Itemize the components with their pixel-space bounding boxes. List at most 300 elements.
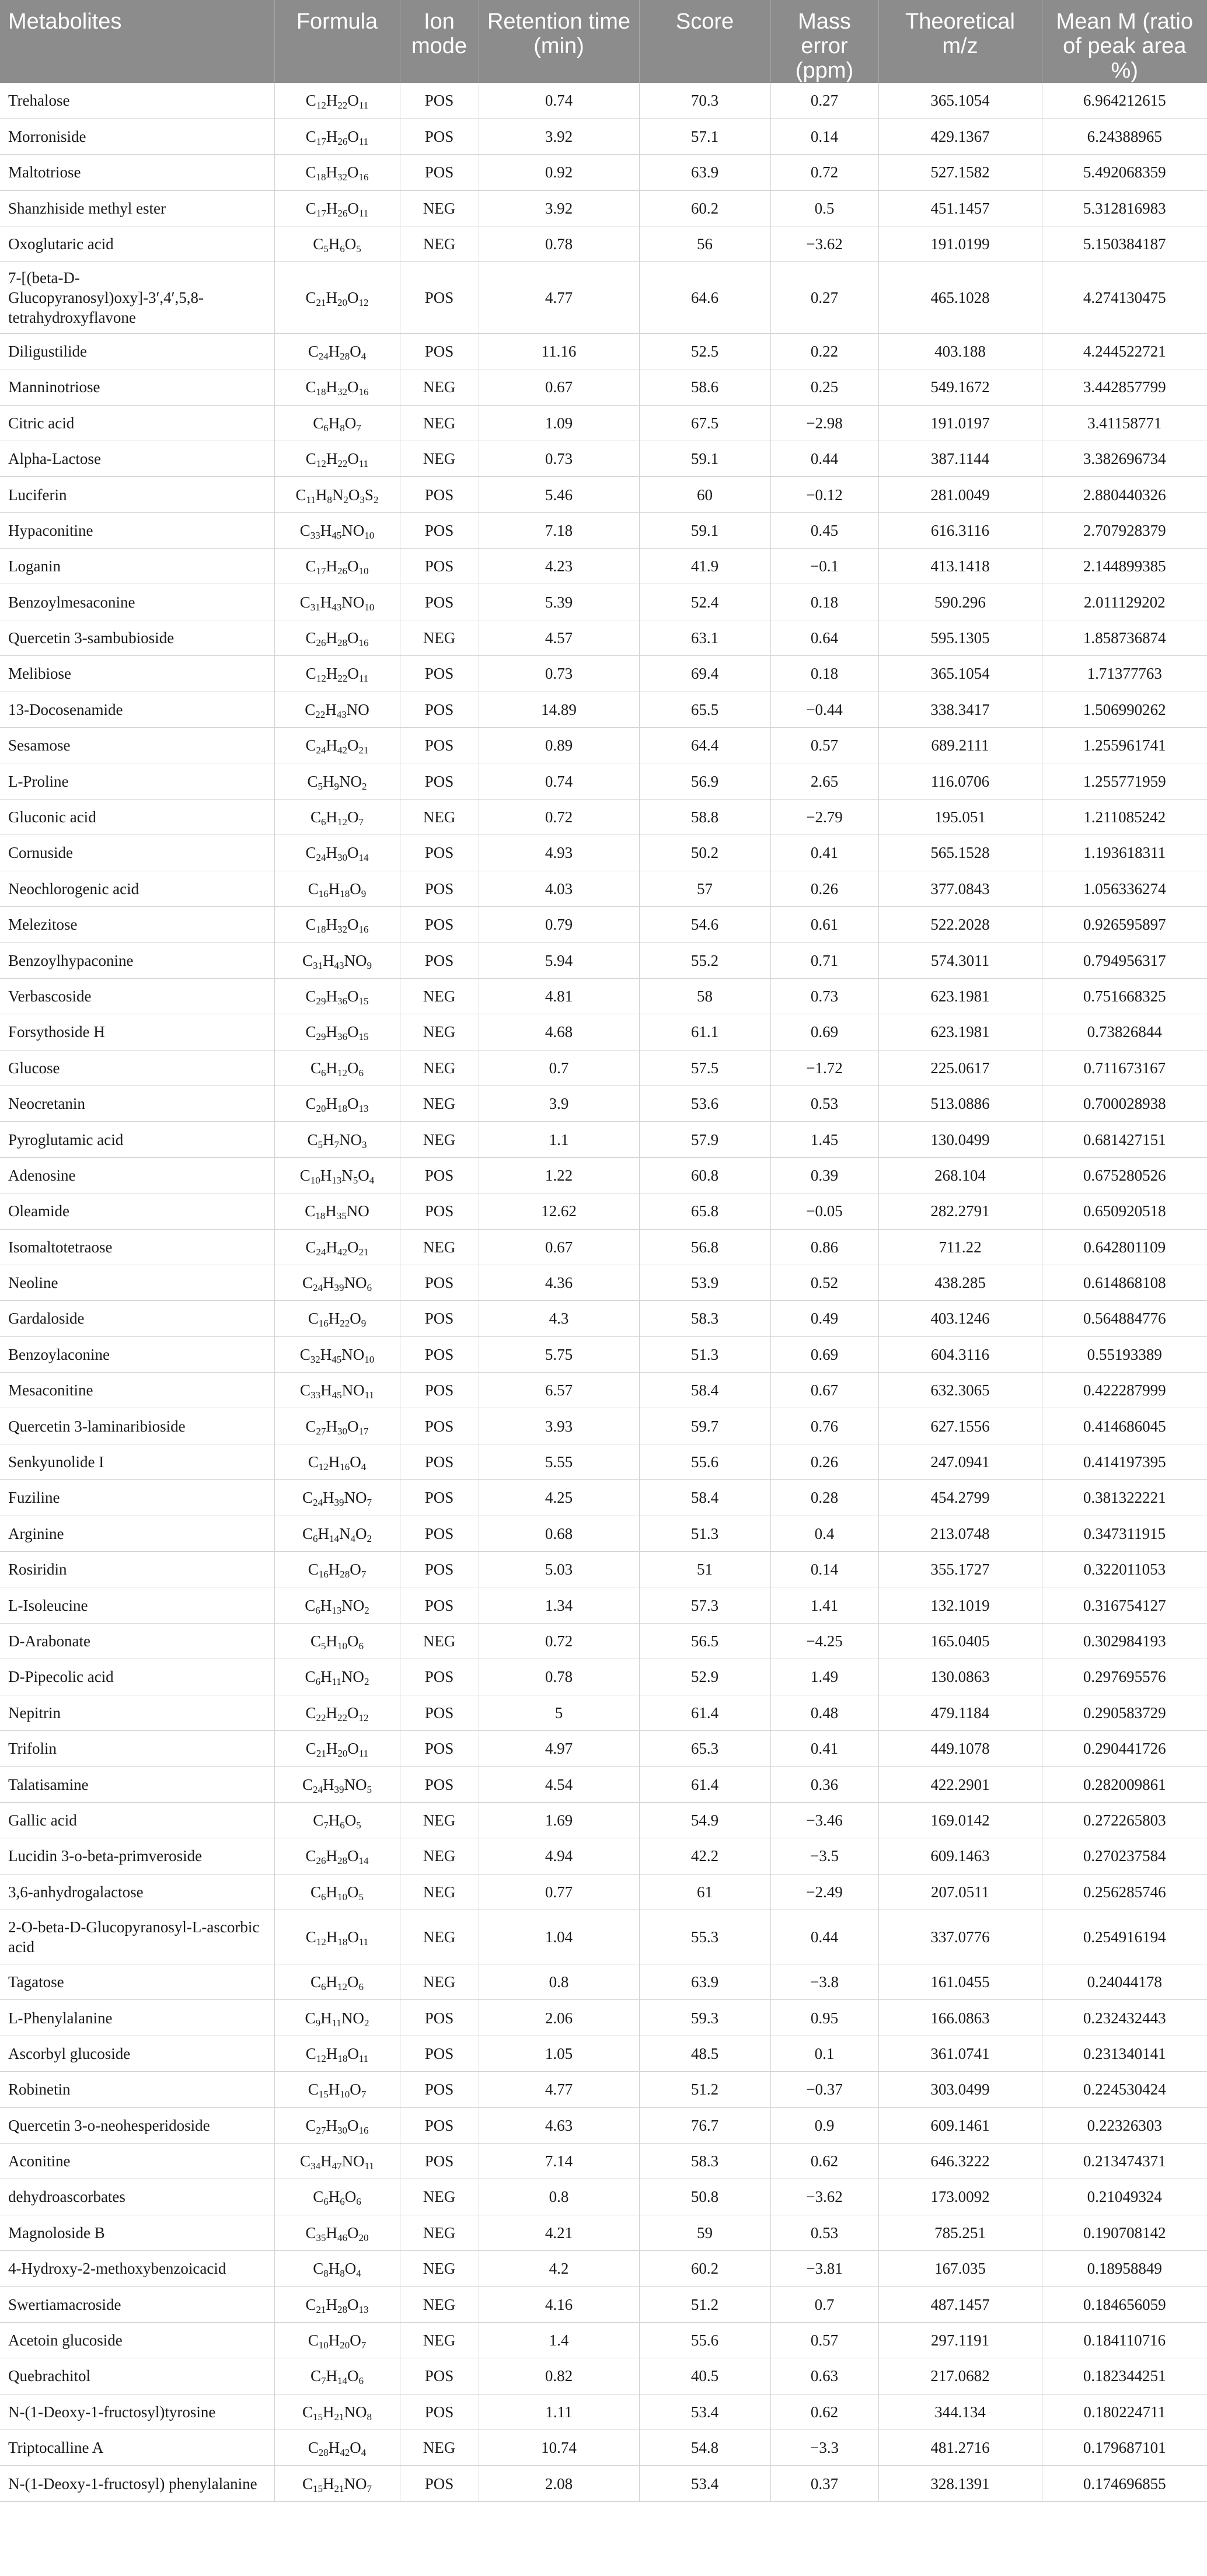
theoretical-mz: 465.1028 — [878, 262, 1042, 333]
formula-element: O — [344, 414, 357, 432]
ion-mode: POS — [400, 155, 479, 190]
score: 55.6 — [639, 1444, 770, 1479]
metabolite-name: Isomaltotetraose — [0, 1229, 274, 1265]
mass-error: 0.26 — [770, 871, 878, 906]
formula-element: H — [326, 1740, 338, 1758]
mass-error: 0.39 — [770, 1157, 878, 1193]
score: 48.5 — [639, 2036, 770, 2071]
formula-element: C — [305, 1928, 316, 1946]
table-row — [0, 907, 1207, 943]
theoretical-mz: 116.0706 — [878, 763, 1042, 799]
formula-cell — [274, 1480, 400, 1516]
formula-count: 22 — [337, 100, 348, 111]
metabolite-name: Benzoylhypaconine — [0, 943, 274, 978]
formula-element: C — [302, 1524, 313, 1542]
metabolite-name: Diligustilide — [0, 333, 274, 369]
theoretical-mz: 268.104 — [878, 1157, 1042, 1193]
formula-count: 12 — [358, 1712, 369, 1723]
mean-m: 3.382696734 — [1042, 441, 1207, 476]
mass-error: 0.57 — [770, 2322, 878, 2358]
retention-time: 4.21 — [479, 2215, 639, 2250]
formula-element: C — [302, 1274, 313, 1292]
ion-mode: POS — [400, 1516, 479, 1551]
formula-cell — [274, 2107, 400, 2143]
score: 41.9 — [639, 549, 770, 584]
score: 76.7 — [639, 2107, 770, 2143]
theoretical-mz: 449.1078 — [878, 1730, 1042, 1766]
formula-count: 16 — [358, 2124, 369, 2136]
mass-error: 0.44 — [770, 441, 878, 476]
formula-element: C — [305, 987, 316, 1005]
score: 65.5 — [639, 692, 770, 727]
formula-element: C — [302, 2403, 313, 2421]
formula-count: 7 — [367, 2483, 372, 2494]
formula-count: 15 — [358, 1031, 369, 1043]
retention-time: 1.1 — [479, 1122, 639, 1157]
table-row — [0, 2036, 1207, 2071]
retention-time: 4.54 — [479, 1767, 639, 1802]
score: 56.8 — [639, 1229, 770, 1265]
formula-count: 11 — [332, 2017, 341, 2029]
formula-count: 5 — [358, 1891, 364, 1903]
table-row — [0, 978, 1207, 1014]
retention-time: 0.77 — [479, 1874, 639, 1910]
formula-element: C — [313, 235, 324, 253]
mass-error: −3.5 — [770, 1838, 878, 1874]
formula-element: H — [326, 1023, 337, 1041]
score: 53.6 — [639, 1085, 770, 1121]
table-row — [0, 1014, 1207, 1050]
metabolite-name: 7-[(beta-D-Glucopyranosyl)oxy]-3′,4′,5,8-tetrahydroxyflavone — [0, 262, 274, 333]
formula-element: C — [305, 629, 316, 647]
table-row — [0, 262, 1207, 333]
formula-element: O — [347, 987, 359, 1005]
formula-count: 2 — [364, 1604, 369, 1616]
mass-error: 0.63 — [770, 2358, 878, 2394]
formula-element: H — [326, 1704, 337, 1722]
formula-element: H — [326, 844, 337, 862]
mean-m: 0.642801109 — [1042, 1229, 1207, 1265]
score: 53.4 — [639, 2466, 770, 2501]
formula-element: O — [347, 737, 359, 755]
mean-m: 0.24044178 — [1042, 1964, 1207, 1999]
formula-count: 39 — [334, 1497, 344, 1509]
metabolite-name: Luciferin — [0, 477, 274, 512]
formula-element: O — [347, 1095, 359, 1113]
formula-element: C — [305, 163, 316, 181]
header-mass-error: Mass error (ppm) — [770, 0, 878, 83]
formula-count: 22 — [337, 1712, 347, 1723]
ion-mode: POS — [400, 584, 479, 620]
table-row — [0, 1085, 1207, 1121]
metabolite-name: Quebrachitol — [0, 2358, 274, 2394]
formula-element: O — [350, 2331, 361, 2350]
metabolite-name: D-Arabonate — [0, 1623, 274, 1659]
formula-count: 26 — [316, 1855, 326, 1867]
formula-element: NO — [341, 2009, 364, 2027]
formula-count: 20 — [337, 297, 347, 309]
formula-count: 26 — [337, 207, 348, 219]
theoretical-mz: 609.1461 — [878, 2107, 1042, 2143]
formula-count: 7 — [334, 1139, 339, 1150]
theoretical-mz: 130.0499 — [878, 1122, 1042, 1157]
formula-element: O — [347, 1973, 359, 1991]
mass-error: 0.28 — [770, 1480, 878, 1516]
retention-time: 14.89 — [479, 692, 639, 727]
formula-element: H — [323, 1775, 334, 1793]
metabolite-name: Hypaconitine — [0, 512, 274, 548]
formula-cell — [274, 1157, 400, 1193]
theoretical-mz: 429.1367 — [878, 118, 1042, 154]
formula-cell — [274, 118, 400, 154]
metabolite-name: Citric acid — [0, 405, 274, 441]
table-row — [0, 405, 1207, 441]
formula-element: H — [326, 1095, 337, 1113]
formula-count: 2 — [362, 780, 367, 792]
formula-element: H — [326, 199, 338, 217]
formula-element: H — [325, 1202, 337, 1220]
theoretical-mz: 377.0843 — [878, 871, 1042, 906]
theoretical-mz: 191.0199 — [878, 226, 1042, 262]
metabolite-name: Shanzhiside methyl ester — [0, 190, 274, 226]
ion-mode: POS — [400, 2394, 479, 2430]
formula-cell — [274, 2358, 400, 2394]
formula-count: 7 — [361, 1569, 367, 1580]
table-row — [0, 226, 1207, 262]
formula-count: 14 — [329, 1533, 339, 1544]
metabolite-name: Maltotriose — [0, 155, 274, 190]
formula-count: 12 — [316, 2053, 326, 2064]
metabolite-name: Neoline — [0, 1265, 274, 1300]
formula-element: C — [307, 772, 318, 790]
formula-element: H — [326, 1632, 337, 1650]
retention-time: 4.77 — [479, 2072, 639, 2107]
score: 56.9 — [639, 763, 770, 799]
mass-error: 0.95 — [770, 2000, 878, 2036]
mean-m: 0.282009861 — [1042, 1767, 1207, 1802]
score: 63.9 — [639, 1964, 770, 1999]
mass-error: 0.1 — [770, 2036, 878, 2071]
mean-m: 1.255771959 — [1042, 763, 1207, 799]
ion-mode: NEG — [400, 1874, 479, 1910]
formula-element: C — [308, 2081, 319, 2099]
formula-count: 11 — [358, 136, 369, 148]
formula-cell — [274, 1336, 400, 1372]
retention-time: 4.57 — [479, 620, 639, 655]
metabolite-name: Aconitine — [0, 2143, 274, 2179]
formula-count: 6 — [358, 1067, 364, 1078]
formula-count: 11 — [332, 1676, 341, 1688]
mean-m: 0.180224711 — [1042, 2394, 1207, 2430]
mass-error: 0.71 — [770, 943, 878, 978]
formula-count: 24 — [316, 745, 326, 756]
mean-m: 0.213474371 — [1042, 2143, 1207, 2179]
formula-element: O — [347, 1238, 359, 1256]
formula-count: 16 — [358, 924, 369, 936]
retention-time: 0.8 — [479, 2179, 639, 2215]
retention-time: 0.78 — [479, 1659, 639, 1695]
formula-count: 29 — [316, 1031, 326, 1043]
formula-cell — [274, 2215, 400, 2250]
ion-mode: POS — [400, 118, 479, 154]
formula-cell — [274, 2394, 400, 2430]
table-row — [0, 1587, 1207, 1623]
theoretical-mz: 689.2111 — [878, 728, 1042, 763]
theoretical-mz: 451.1457 — [878, 190, 1042, 226]
formula-element: H — [326, 1847, 337, 1865]
mean-m: 1.255961741 — [1042, 728, 1207, 763]
formula-element: H — [323, 2474, 334, 2493]
theoretical-mz: 328.1391 — [878, 2466, 1042, 2501]
formula-element: N — [339, 1524, 351, 1542]
formula-element: C — [305, 916, 316, 934]
theoretical-mz: 574.3011 — [878, 943, 1042, 978]
mass-error: −4.25 — [770, 1623, 878, 1659]
theoretical-mz: 513.0886 — [878, 1085, 1042, 1121]
formula-element: H — [323, 1130, 334, 1149]
formula-count: 45 — [332, 1353, 342, 1365]
mass-error: 1.45 — [770, 1122, 878, 1157]
theoretical-mz: 387.1144 — [878, 441, 1042, 476]
formula-element: H — [325, 700, 337, 718]
formula-element: NO — [341, 521, 365, 539]
formula-count: 5 — [323, 243, 329, 255]
formula-element: O — [350, 342, 361, 360]
retention-time: 5.75 — [479, 1336, 639, 1372]
ion-mode: POS — [400, 1444, 479, 1479]
formula-count: 30 — [337, 852, 347, 864]
formula-count: 17 — [316, 136, 326, 148]
header-formula: Formula — [274, 0, 400, 83]
mass-error: 0.72 — [770, 155, 878, 190]
ion-mode: POS — [400, 1193, 479, 1229]
formula-count: 10 — [337, 1640, 347, 1652]
formula-cell — [274, 871, 400, 906]
formula-element: C — [305, 557, 316, 575]
metabolite-name: Sesamose — [0, 728, 274, 763]
ion-mode: NEG — [400, 2430, 479, 2466]
formula-count: 26 — [316, 637, 326, 649]
retention-time: 2.06 — [479, 2000, 639, 2036]
theoretical-mz: 422.2901 — [878, 1767, 1042, 1802]
ion-mode: POS — [400, 83, 479, 118]
formula-element: C — [307, 1130, 318, 1149]
formula-count: 32 — [310, 1353, 320, 1365]
formula-element: O — [347, 199, 359, 217]
formula-element: NO — [339, 772, 362, 790]
formula-element: H — [320, 1381, 332, 1399]
table-row — [0, 118, 1207, 154]
formula-count: 43 — [334, 959, 344, 971]
formula-count: 30 — [337, 1425, 347, 1437]
metabolite-name: Arginine — [0, 1516, 274, 1551]
formula-element: H — [320, 593, 332, 611]
score: 52.5 — [639, 333, 770, 369]
formula-count: 26 — [337, 136, 348, 148]
formula-element: H — [323, 1274, 334, 1292]
formula-element: C — [313, 2260, 324, 2278]
ion-mode: POS — [400, 1552, 479, 1587]
formula-count: 22 — [340, 1318, 350, 1329]
formula-element: H — [326, 916, 337, 934]
score: 51 — [639, 1552, 770, 1587]
formula-count: 4 — [361, 1461, 367, 1473]
ion-mode: POS — [400, 2072, 479, 2107]
score: 54.8 — [639, 2430, 770, 2466]
retention-time: 3.92 — [479, 190, 639, 226]
mean-m: 0.55193389 — [1042, 1336, 1207, 1372]
formula-cell — [274, 2287, 400, 2322]
theoretical-mz: 403.188 — [878, 333, 1042, 369]
mean-m: 2.144899385 — [1042, 549, 1207, 584]
formula-count: 9 — [334, 780, 339, 792]
formula-cell — [274, 2000, 400, 2036]
mean-m: 0.700028938 — [1042, 1085, 1207, 1121]
table-row — [0, 2107, 1207, 2143]
retention-time: 4.63 — [479, 2107, 639, 2143]
formula-cell — [274, 2466, 400, 2501]
formula-count: 21 — [334, 2483, 344, 2494]
formula-element: C — [299, 521, 311, 539]
mass-error: 0.5 — [770, 190, 878, 226]
formula-count: 2 — [373, 494, 379, 505]
formula-element: C — [310, 808, 321, 826]
mass-error: 0.27 — [770, 262, 878, 333]
formula-count: 12 — [337, 816, 347, 828]
ion-mode: POS — [400, 1301, 479, 1336]
score: 70.3 — [639, 83, 770, 118]
mass-error: 0.53 — [770, 1085, 878, 1121]
mean-m: 0.22326303 — [1042, 2107, 1207, 2143]
table-row — [0, 943, 1207, 978]
mean-m: 0.232432443 — [1042, 2000, 1207, 2036]
table-row — [0, 1730, 1207, 1766]
retention-time: 0.79 — [479, 907, 639, 943]
retention-time: 1.04 — [479, 1910, 639, 1964]
formula-count: 20 — [340, 2340, 350, 2351]
header-theoretical-mz: Theoretical m/z — [878, 0, 1042, 83]
formula-count: 4 — [356, 2268, 361, 2280]
score: 58.4 — [639, 1480, 770, 1516]
mass-error: 0.69 — [770, 1336, 878, 1372]
header-ion-mode: Ion mode — [400, 0, 479, 83]
formula-element: O — [347, 2367, 359, 2385]
score: 55.6 — [639, 2322, 770, 2358]
mean-m: 6.964212615 — [1042, 83, 1207, 118]
formula-count: 13 — [358, 1103, 369, 1115]
retention-time: 1.11 — [479, 2394, 639, 2430]
formula-cell — [274, 1552, 400, 1587]
metabolite-name: Gardaloside — [0, 1301, 274, 1336]
formula-cell — [274, 1122, 400, 1157]
formula-cell — [274, 728, 400, 763]
formula-count: 20 — [337, 1748, 348, 1760]
formula-cell — [274, 1659, 400, 1695]
metabolite-name: Trehalose — [0, 83, 274, 118]
formula-count: 22 — [337, 673, 348, 685]
formula-count: 6 — [315, 1604, 320, 1616]
formula-count: 16 — [358, 637, 369, 649]
header-metabolites: Metabolites — [0, 0, 274, 83]
formula-element: C — [300, 1381, 311, 1399]
formula-count: 32 — [337, 924, 347, 936]
formula-element: C — [313, 2188, 324, 2206]
ion-mode: NEG — [400, 1229, 479, 1265]
formula-count: 6 — [313, 1533, 318, 1544]
formula-count: 11 — [358, 458, 369, 470]
theoretical-mz: 337.0776 — [878, 1910, 1042, 1964]
formula-element: C — [305, 737, 316, 755]
ion-mode: NEG — [400, 1910, 479, 1964]
metabolite-name: L-Phenylalanine — [0, 2000, 274, 2036]
ion-mode: POS — [400, 477, 479, 512]
metabolite-name: Quercetin 3-laminaribioside — [0, 1408, 274, 1444]
formula-count: 8 — [367, 2411, 372, 2423]
metabolite-name: Gallic acid — [0, 1802, 274, 1838]
table-row — [0, 2215, 1207, 2250]
formula-count: 21 — [316, 1748, 326, 1760]
mean-m: 0.256285746 — [1042, 1874, 1207, 1910]
formula-count: 14 — [337, 2375, 347, 2387]
score: 53.9 — [639, 1265, 770, 1300]
formula-element: O — [347, 450, 359, 468]
mass-error: 0.67 — [770, 1373, 878, 1408]
table-row — [0, 2466, 1207, 2501]
formula-count: 30 — [337, 2124, 347, 2136]
score: 56 — [639, 226, 770, 262]
formula-cell — [274, 512, 400, 548]
formula-element: NO — [346, 1202, 369, 1220]
retention-time: 1.4 — [479, 2322, 639, 2358]
mean-m: 2.011129202 — [1042, 584, 1207, 620]
formula-count: 15 — [358, 995, 369, 1007]
theoretical-mz: 365.1054 — [878, 656, 1042, 692]
formula-count: 11 — [358, 673, 369, 685]
retention-time: 1.34 — [479, 1587, 639, 1623]
retention-time: 0.74 — [479, 763, 639, 799]
formula-element: C — [305, 1417, 316, 1435]
formula-element: H — [326, 1973, 337, 1991]
formula-element: H — [320, 1668, 332, 1686]
metabolite-name: Talatisamine — [0, 1767, 274, 1802]
theoretical-mz: 169.0142 — [878, 1802, 1042, 1838]
formula-element: H — [328, 2260, 340, 2278]
formula-count: 8 — [323, 2268, 329, 2280]
formula-element: H — [328, 235, 340, 253]
formula-element: NO — [344, 1274, 367, 1292]
formula-count: 15 — [318, 2089, 329, 2100]
formula-element: C — [305, 1202, 316, 1220]
retention-time: 1.05 — [479, 2036, 639, 2071]
score: 58.8 — [639, 799, 770, 835]
ion-mode: NEG — [400, 1802, 479, 1838]
formula-count: 24 — [316, 1246, 326, 1258]
formula-element: H — [323, 1489, 334, 1507]
formula-count: 42 — [340, 2447, 350, 2459]
table-row — [0, 1122, 1207, 1157]
theoretical-mz: 355.1727 — [878, 1552, 1042, 1587]
mean-m: 0.681427151 — [1042, 1122, 1207, 1157]
formula-count: 18 — [337, 2053, 348, 2064]
formula-cell — [274, 1050, 400, 1085]
formula-element: O — [347, 557, 359, 575]
formula-cell — [274, 1193, 400, 1229]
formula-element: NO — [344, 2474, 367, 2493]
mass-error: −2.79 — [770, 799, 878, 835]
mass-error: −3.3 — [770, 2430, 878, 2466]
mass-error: 0.45 — [770, 512, 878, 548]
formula-element: H — [328, 2439, 340, 2457]
